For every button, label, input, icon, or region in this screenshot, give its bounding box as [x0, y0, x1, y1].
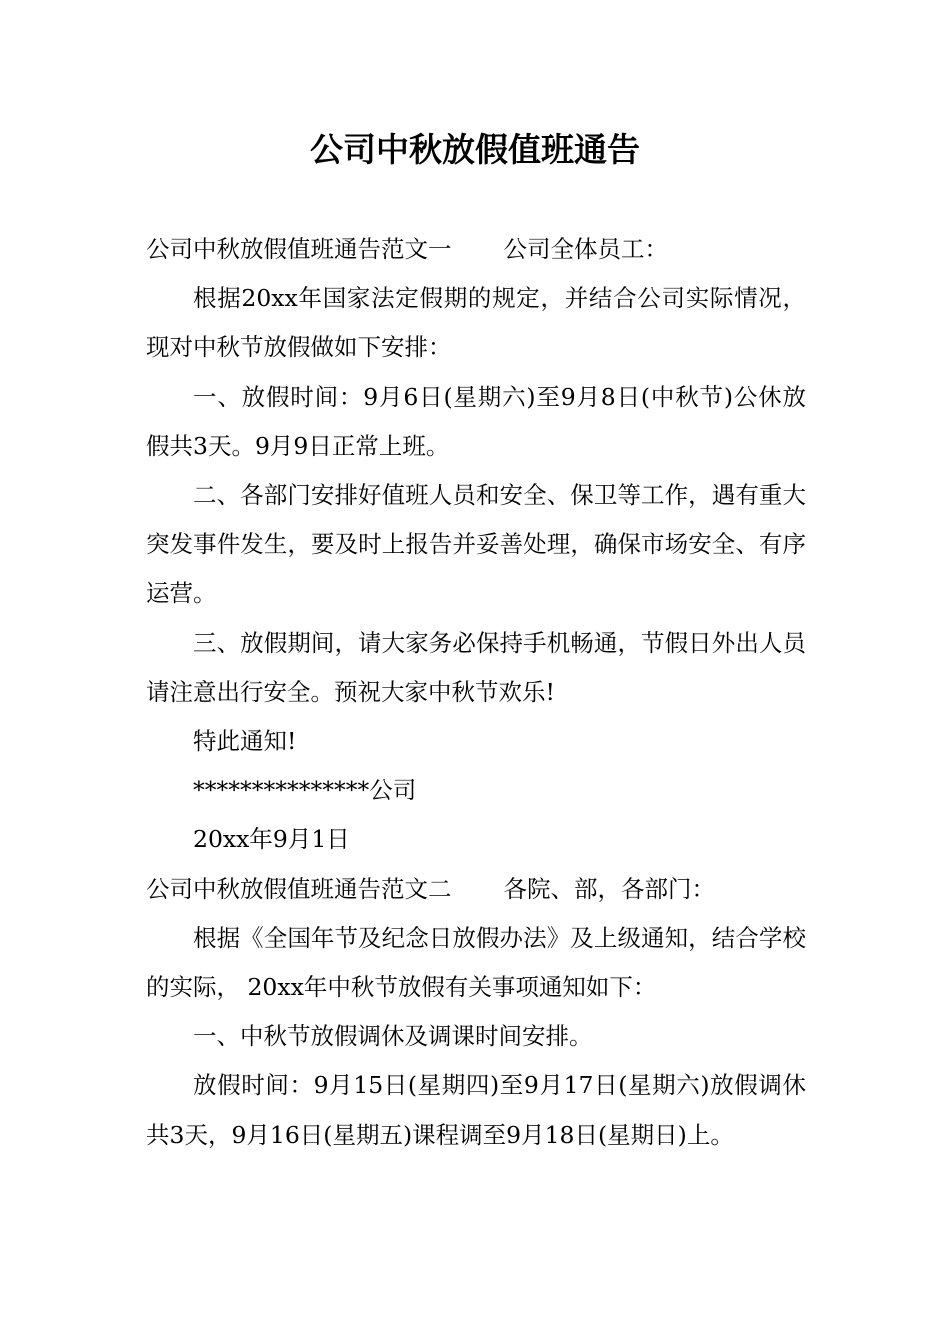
paragraph: 根据《全国年节及纪念日放假办法》及上级通知，结合学校的实际， 20xx年中秋节放假有关事项通知如下：: [146, 923, 806, 1002]
page-title: 公司中秋放假值班通告: [310, 130, 640, 169]
signature-date: 20xx年9月1日: [193, 825, 350, 854]
signature-company: ***************公司: [193, 776, 417, 805]
section-heading-label: 公司中秋放假值班通告范文一: [146, 235, 452, 263]
paragraph: 三、放假期间，请大家务必保持手机畅通，节假日外出人员请注意出行安全。预祝大家中秋节欢乐!: [146, 628, 806, 706]
salutation: 各院、部，各部门：: [503, 874, 715, 903]
section-heading-label: 公司中秋放假值班通告范文二: [146, 874, 452, 903]
closing-line: 特此通知!: [193, 727, 297, 756]
paragraph: 根据20xx年国家法定假期的规定，并结合公司实际情况，现对中秋节放假做如下安排：: [146, 284, 806, 362]
document-body: [146, 225, 806, 1160]
paragraph: 放假时间：9月15日(星期四)至9月17日(星期六)放假调休共3天，9月16日(星期五)课程调至9月18日(星期日)上。: [146, 1071, 806, 1149]
salutation: 公司全体员工：: [503, 235, 668, 263]
paragraph: 一、中秋节放假调休及调课时间安排。: [193, 1022, 593, 1051]
section-heading-2: [146, 865, 806, 914]
paragraph: 二、各部门安排好值班人员和安全、保卫等工作，遇有重大突发事件发生，要及时上报告并妥善处理，确保市场安全、有序运营。: [146, 481, 806, 608]
paragraph: 一、放假时间：9月6日(星期六)至9月8日(中秋节)公休放假共3天。9月9日正常上班。: [146, 382, 806, 460]
section-heading-1: [146, 225, 806, 274]
